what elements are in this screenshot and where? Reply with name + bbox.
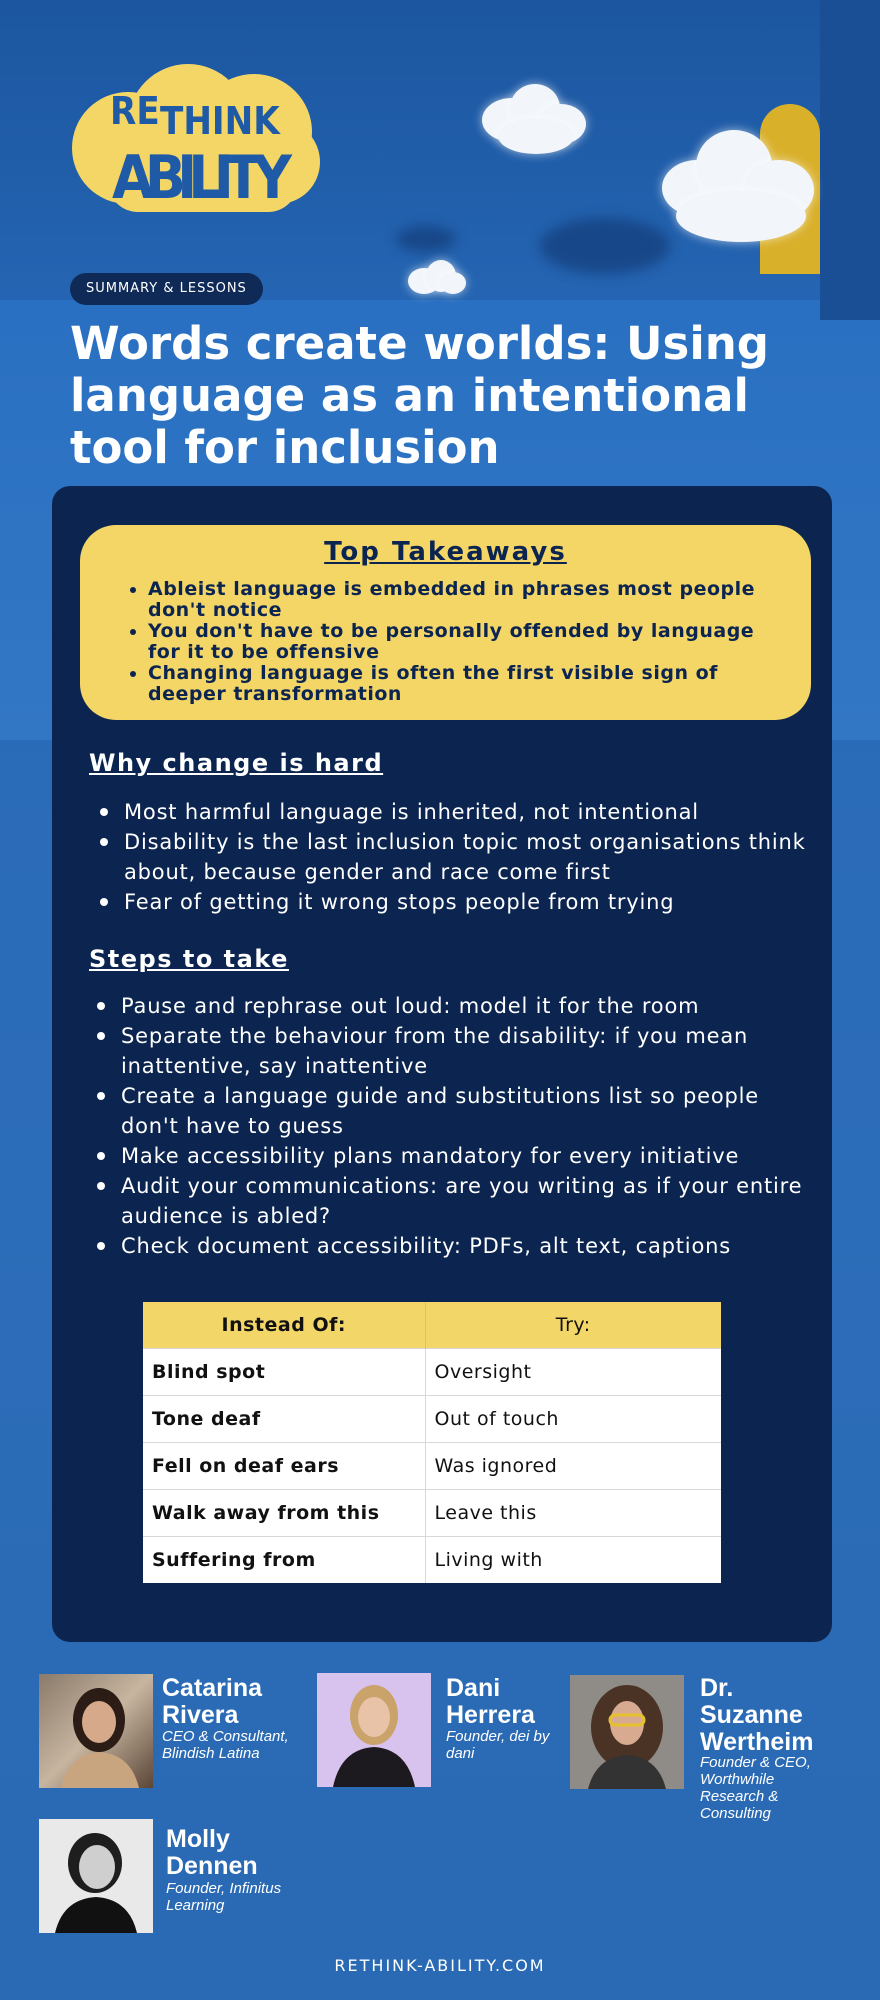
why-list (100, 797, 820, 917)
list-item: Check document accessibility: PDFs, alt text, captions (97, 1231, 809, 1261)
list-item: Audit your communications: are you writing as if your entire audience is abled? (97, 1171, 809, 1231)
list-item: • Ableist language is embedded in phrases most people don't notice (148, 579, 787, 621)
table-cell: Fell on deaf ears (143, 1442, 425, 1489)
table-row (143, 1348, 721, 1395)
avatar (570, 1675, 684, 1789)
list-item: Create a language guide and substitutions list so people don't have to guess (97, 1081, 809, 1141)
table-cell: Blind spot (143, 1348, 425, 1395)
cloud-shadow (396, 226, 456, 252)
avatar-portrait-icon (39, 1674, 153, 1788)
column-header-try: Try: (425, 1302, 721, 1348)
page-title: Words create worlds: Using language as an intentional tool for inclusion (70, 317, 770, 474)
list-item: Most harmful language is inherited, not intentional (100, 797, 820, 827)
why-heading: Why change is hard (89, 749, 384, 777)
table-cell: Suffering from (143, 1536, 425, 1583)
speaker-role: CEO & Consultant, Blindish Latina (162, 1728, 289, 1762)
table-cell: Was ignored (425, 1442, 721, 1489)
speaker-name: Dani Herrera (446, 1674, 535, 1729)
logo-cloud-icon (68, 62, 320, 218)
takeaways-heading: Top Takeaways (324, 537, 567, 567)
avatar-portrait-icon (39, 1819, 153, 1933)
logo-text-ability: ABILITY (112, 143, 292, 213)
logo-text-think: THINK (160, 99, 280, 143)
list-item: Make accessibility plans mandatory for every initiative (97, 1141, 809, 1171)
speaker-role: Founder & CEO, Worthwhile Research & Consulting (700, 1754, 811, 1822)
table-cell: Leave this (425, 1489, 721, 1536)
top-takeaways-box (80, 525, 811, 720)
steps-heading: Steps to take (89, 945, 289, 973)
table-cell: Tone deaf (143, 1395, 425, 1442)
table-cell: Out of touch (425, 1395, 721, 1442)
table-row (143, 1395, 721, 1442)
takeaways-list (148, 579, 787, 705)
table-header-row (143, 1302, 721, 1348)
substitutions-table (143, 1302, 721, 1583)
table-row (143, 1489, 721, 1536)
cloud-shadow (540, 218, 670, 274)
avatar (317, 1673, 431, 1787)
speaker-name: Dr. Suzanne Wertheim (700, 1674, 814, 1756)
list-item: • You don't have to be personally offended by language for it to be offensive (148, 621, 787, 663)
table-cell: Oversight (425, 1348, 721, 1395)
steps-list (97, 991, 809, 1261)
speaker-role: Founder, dei by dani (446, 1728, 550, 1762)
list-item: Pause and rephrase out loud: model it for the room (97, 991, 809, 1021)
rethink-ability-logo (68, 62, 320, 218)
list-item: Disability is the last inclusion topic most organisations think about, because gender and race come first (100, 827, 820, 887)
speaker-name: Molly Dennen (166, 1825, 258, 1880)
avatar (39, 1819, 153, 1933)
avatar (39, 1674, 153, 1788)
logo-text-re: RE (110, 89, 160, 133)
list-item: • Changing language is often the first visible sign of deeper transformation (148, 663, 787, 705)
summary-badge: SUMMARY & LESSONS (70, 273, 263, 305)
list-item: Fear of getting it wrong stops people from trying (100, 887, 820, 917)
table-row (143, 1536, 721, 1583)
avatar-portrait-icon (317, 1673, 431, 1787)
avatar-portrait-icon (570, 1675, 684, 1789)
website-footer-link[interactable]: RETHINK-ABILITY.COM (334, 1956, 546, 1975)
column-header-instead-of: Instead Of: (143, 1302, 425, 1348)
speaker-name: Catarina Rivera (162, 1674, 263, 1729)
table-cell: Walk away from this (143, 1489, 425, 1536)
speaker-role: Founder, Infinitus Learning (166, 1880, 282, 1914)
table-cell: Living with (425, 1536, 721, 1583)
hero-side-wall (820, 0, 880, 320)
table-row (143, 1442, 721, 1489)
list-item: Separate the behaviour from the disability: if you mean inattentive, say inattentive (97, 1021, 809, 1081)
